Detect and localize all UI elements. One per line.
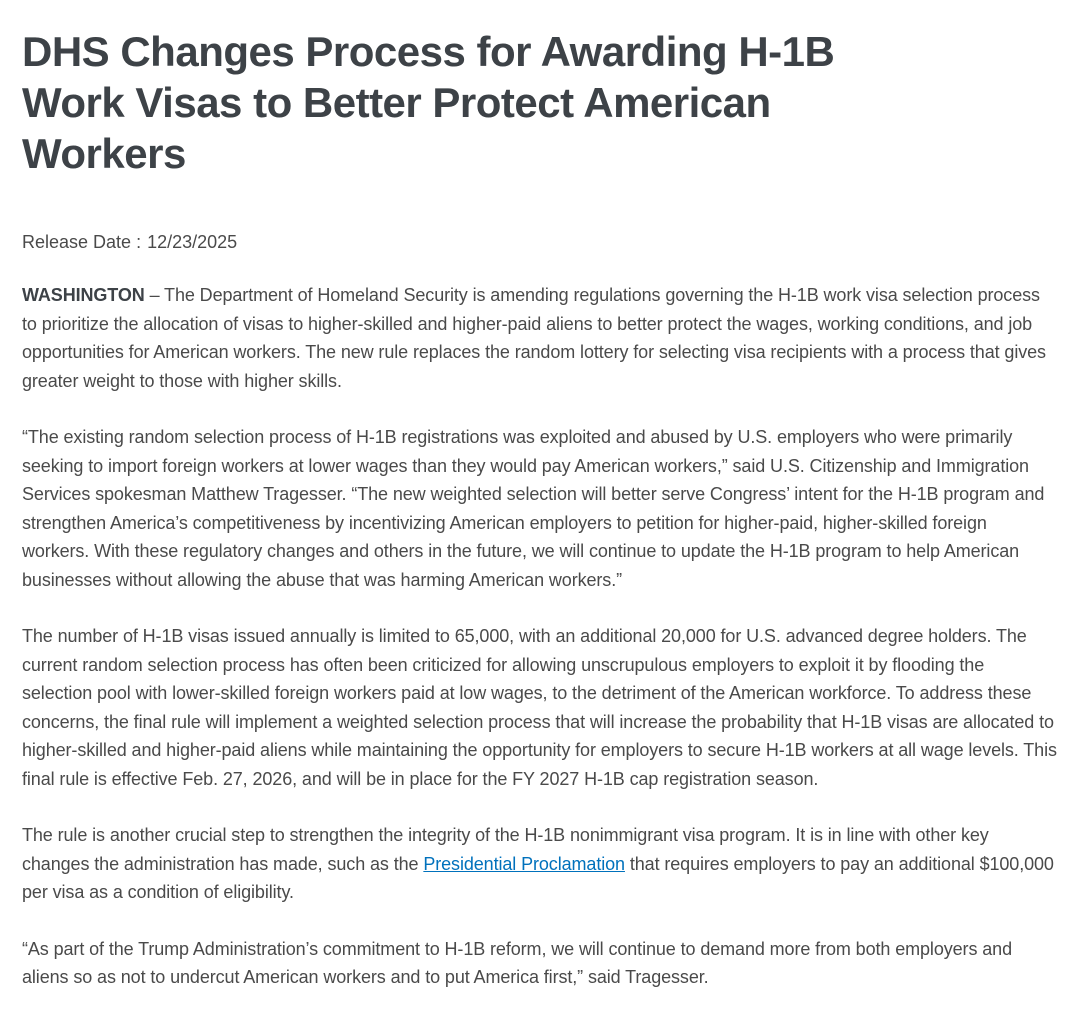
paragraph-text: The number of H-1B visas issued annually is limited to 65,000, with an additional 20,000 for U.S. advanced degree holders. The current random selection process has often been criticized for allowing unscrupulous employers to exploit it by flooding the selection pool with lower-skilled foreign workers paid at low wages, to the detriment of the American workforce. To address these concerns, the final rule will implement a weighted selection process that will increase the probability that H-1B visas are allocated to higher-skilled and higher-paid aliens while maintaining the opportunity for employers to secure H-1B workers at all wage levels. This final rule is effective Feb. 27, 2026, and will be in place for the FY 2027 H-1B cap registration season. <box>22 626 1057 789</box>
paragraph-text: The rule is another crucial step to strengthen the integrity of the H-1B nonimmigrant visa program. It is in line with other key changes the administration has made, such as the <box>22 825 989 874</box>
paragraph-text: – The Department of Homeland Security is amending regulations governing the H-1B work visa selection process to prioritize the allocation of visas to higher-skilled and higher-paid aliens to better protect the wages, working conditions, and job opportunities for American workers. The new rule replaces the random lottery for selecting visa recipients with a process that gives greater weight to those with higher skills. <box>22 285 1046 391</box>
paragraph-rule-context <box>22 821 1058 907</box>
paragraph-dateline <box>22 281 1058 395</box>
paragraph-text: “The existing random selection process of H-1B registrations was exploited and abused by U.S. employers who were primarily seeking to import foreign workers at lower wages than they would pay American workers,” said U.S. Citizenship and Immigration Services spokesman Matthew Tragesser. “The new weighted selection will better serve Congress’ intent for the H-1B program and strengthen America’s competitiveness by incentivizing American employers to petition for higher-paid, higher-skilled foreign workers. With these regulatory changes and others in the future, we will continue to update the H-1B program to help American businesses without allowing the abuse that was harming American workers.” <box>22 427 1045 590</box>
release-date-label: Release Date : <box>22 232 142 252</box>
release-date <box>22 231 1058 253</box>
paragraph-quote-tragesser <box>22 423 1058 594</box>
dateline-city: WASHINGTON <box>22 285 145 305</box>
presidential-proclamation-link[interactable]: Presidential Proclamation <box>423 853 625 874</box>
paragraph-text: that requires employers to pay an additional $100,000 per visa as a condition of eligibility. <box>22 853 1054 902</box>
paragraph-visa-caps <box>22 622 1058 793</box>
release-date-value: 12/23/2025 <box>147 232 238 252</box>
paragraph-text: “As part of the Trump Administration’s commitment to H-1B reform, we will continue to demand more from both employers and aliens so as not to undercut American workers and to put America first,” said Tragesser. <box>22 938 1012 987</box>
page-title: DHS Changes Process for Awarding H-1B Work Visas to Better Protect American Workers <box>22 28 835 177</box>
article-body <box>22 281 1058 992</box>
paragraph-closing-quote <box>22 935 1058 992</box>
